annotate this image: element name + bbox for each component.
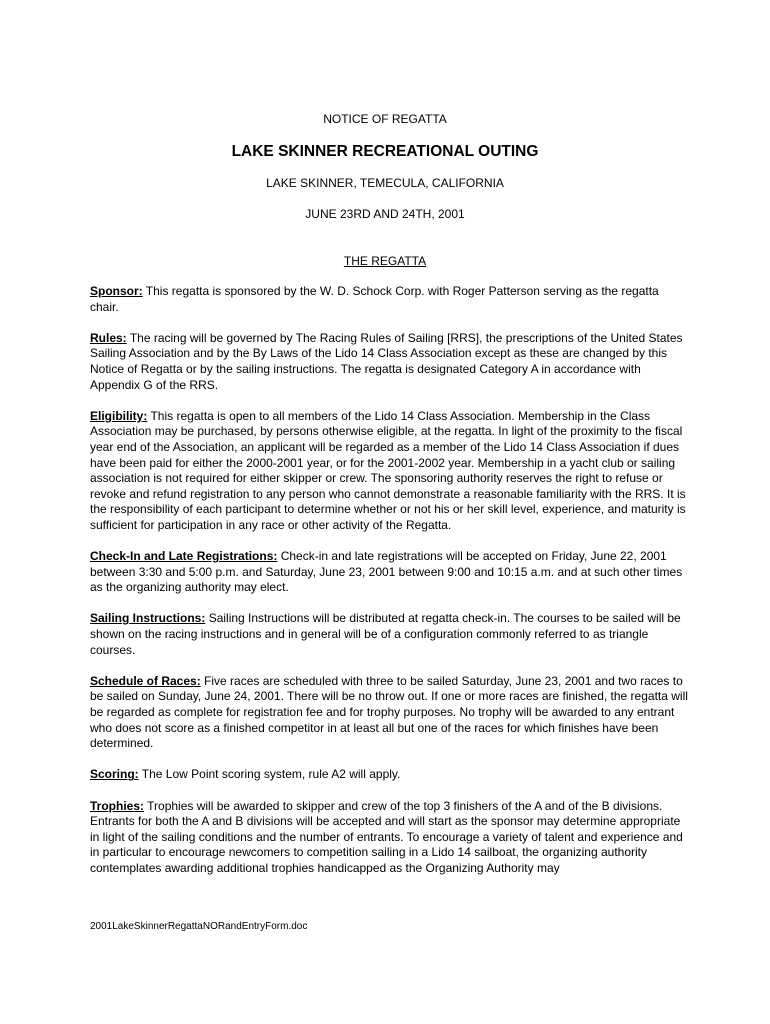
- paragraph-trophies: [90, 799, 688, 877]
- event-location: LAKE SKINNER, TEMECULA, CALIFORNIA: [266, 176, 504, 190]
- notice-title: NOTICE OF REGATTA: [323, 112, 447, 126]
- paragraph-text: Check-in and late registrations will be accepted on Friday, June 22, 2001 between 3:30 and 5:00 p.m. and Saturday, June 23, 2001 between 9:00 and 10:15 a.m. and at such other times as the organizing authority may elect.: [90, 549, 683, 595]
- paragraph-text: This regatta is sponsored by the W. D. Schock Corp. with Roger Patterson serving as the regatta chair.: [90, 284, 659, 314]
- paragraph-label: Rules:: [90, 330, 127, 345]
- paragraph-label: Sailing Instructions:: [90, 611, 206, 626]
- paragraph-label: Schedule of Races:: [90, 673, 201, 688]
- paragraph-text: Five races are scheduled with three to be sailed Saturday, June 23, 2001 and two races to be sailed on Sunday, June 24, 2001. There will be no throw out. If one or more races are finished, the regatta will be regarded as complete for registration fee and for trophy purposes. No trophy will be awarded to any entrant who does not score as a finished competitor in at least all but one of the races for which finishes have been determined.: [90, 673, 688, 751]
- paragraph-text: Trophies will be awarded to skipper and crew of the top 3 finishers of the A and of the B divisions. Entrants for both the A and B divisions will be accepted and will start as the sponsor may determine appropriate in light of the sailing conditions and the number of entrants. To encourage a variety of talent and experience and in particular to encourage newcomers to competition sailing in a Lido 14 sailboat, the organizing authority contemplates awarding additional trophies handicapped as the Organizing Authority may: [90, 798, 683, 875]
- paragraph-label: Sponsor:: [90, 284, 143, 298]
- paragraph-sponsor: [90, 284, 688, 315]
- paragraph-label: Trophies:: [90, 798, 145, 813]
- paragraph-label: Check-In and Late Registrations:: [90, 549, 278, 564]
- document-body: [90, 284, 688, 892]
- paragraph-rules: [90, 331, 688, 393]
- section-title: THE REGATTA: [343, 254, 427, 268]
- paragraph-text: Sailing Instructions will be distributed at regatta check-in. The courses to be sailed will be shown on the racing instructions and in general will be of a configuration commonly referred to as triangle courses.: [90, 611, 681, 657]
- paragraph-scoring: [90, 767, 688, 783]
- paragraph-text: This regatta is open to all members of the Lido 14 Class Association. Membership in the Class Association may be purchased, by persons otherwise eligible, at the regatta. In light of the proximity to the fiscal year end of the Association, an applicant will be regarded as a member of the Lido 14 Class Association if dues have been paid for either the 2000-2001 year, or for the 2001-2002 year. Membership in a yacht club or sailing association is not required for either skipper or crew. The sponsoring authority reserves the right to refuse or revoke and refund registration to any person who cannot demonstrate a reasonable familiarity with the RRS. It is the responsibility of each participant to determine whether or not his or her skill level, experience, and maturity is sufficient for participation in any race or other activity of the Regatta.: [90, 408, 686, 532]
- footer-filename: 2001LakeSkinnerRegattaNORandEntryForm.doc: [90, 921, 308, 932]
- event-dates: JUNE 23RD AND 24TH, 2001: [305, 207, 465, 221]
- paragraph-schedule: [90, 674, 688, 752]
- paragraph-text: The racing will be governed by The Racing Rules of Sailing [RRS], the prescriptions of the United States Sailing Association and by the By Laws of the Lido 14 Class Association except as these are changed by this Notice of Regatta or by the sailing instructions. The regatta is designated Category A in accordance with Appendix G of the RRS.: [90, 330, 683, 392]
- paragraph-sailing-instructions: [90, 611, 688, 658]
- paragraph-check-in: [90, 549, 688, 596]
- paragraph-label: Scoring:: [90, 767, 139, 782]
- paragraph-text: The Low Point scoring system, rule A2 will apply.: [141, 767, 401, 782]
- paragraph-eligibility: [90, 409, 688, 534]
- paragraph-label: Eligibility:: [90, 408, 148, 423]
- event-title: LAKE SKINNER RECREATIONAL OUTING: [231, 143, 539, 160]
